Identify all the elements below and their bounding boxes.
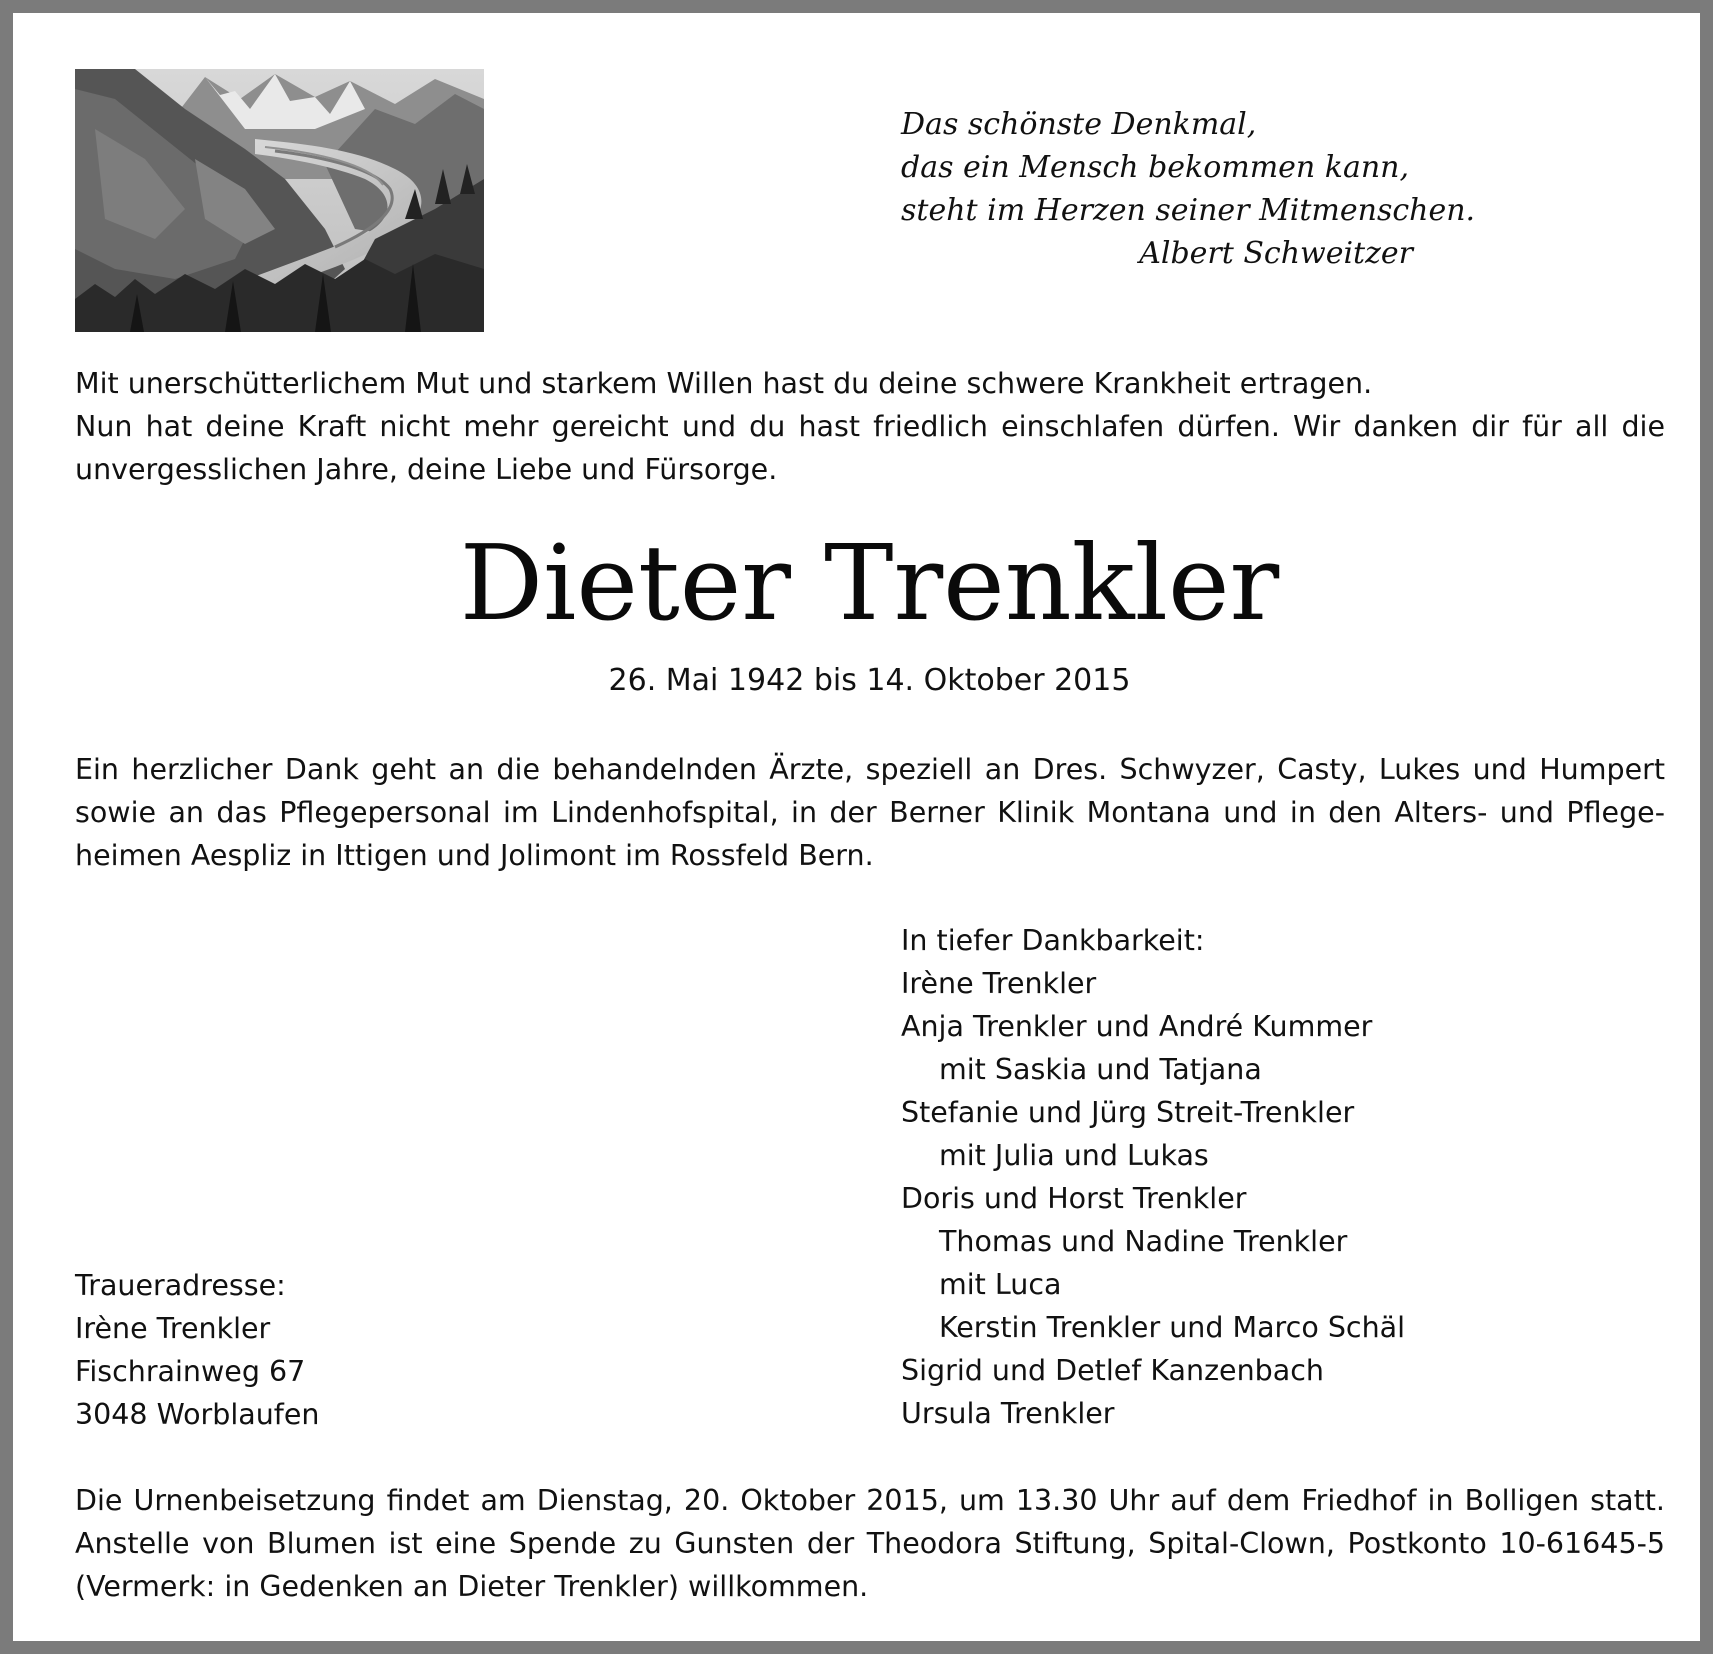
life-dates: 26. Mai 1942 bis 14. Oktober 2015	[608, 663, 1131, 698]
glacier-photo	[75, 69, 484, 332]
intro-line: unvergesslichen Jahre, deine Liebe und Fürsorge.	[75, 453, 778, 486]
intro-line: Nun hat deine Kraft nicht mehr gereicht und du hast friedlich einschlafen dürfen. Wir danken dir für all die	[75, 410, 1665, 443]
quote-line: steht im Herzen seiner Mitmenschen.	[901, 193, 1476, 228]
mourner: Doris und Horst Trenkler	[901, 1182, 1247, 1215]
mourner: Stefanie und Jürg Streit-Trenkler	[901, 1096, 1355, 1129]
closing-line: Anstelle von Blumen ist eine Spende zu Gunsten der Theodora Stiftung, Spital-Clown, Postkonto 10-61645-5	[75, 1527, 1665, 1560]
mourners-heading: In tiefer Dankbarkeit:	[901, 924, 1205, 957]
thanks-line: heimen Aespliz in Ittigen und Jolimont im Rossfeld Bern.	[75, 839, 874, 872]
thanks-line: Ein herzlicher Dank geht an die behandelnden Ärzte, speziell an Dres. Schwyzer, Casty, Lukes und Humpert	[75, 753, 1665, 786]
intro-line: Mit unerschütterlichem Mut und starkem Willen hast du deine schwere Krankheit ertragen.	[75, 367, 1373, 400]
mourning-address	[75, 1264, 575, 1436]
mourner: Ursula Trenkler	[901, 1397, 1115, 1430]
quote-author: Albert Schweitzer	[1139, 236, 1413, 271]
address-street: Fischrainweg 67	[75, 1355, 306, 1388]
thanks-paragraph	[75, 748, 1665, 877]
closing-paragraph	[75, 1479, 1665, 1608]
intro-paragraph	[75, 362, 1665, 491]
closing-line: (Vermerk: in Gedenken an Dieter Trenkler) willkommen.	[75, 1570, 869, 1603]
thanks-line: sowie an das Pflegepersonal im Lindenhofspital, in der Berner Klinik Montana und in den Alters- und Pflege-	[75, 796, 1665, 829]
mourner: mit Saskia und Tatjana	[939, 1053, 1262, 1086]
memorial-quote	[901, 103, 1476, 275]
mourner: mit Luca	[939, 1268, 1062, 1301]
address-label: Traueradresse:	[75, 1269, 286, 1302]
address-city: 3048 Worblaufen	[75, 1398, 320, 1431]
address-name: Irène Trenkler	[75, 1312, 271, 1345]
mourner: Thomas und Nadine Trenkler	[939, 1225, 1348, 1258]
mourner: Sigrid und Detlef Kanzenbach	[901, 1354, 1324, 1387]
deceased-name: Dieter Trenkler	[459, 522, 1280, 644]
mourners-list	[901, 919, 1541, 1435]
mourner: mit Julia und Lukas	[939, 1139, 1209, 1172]
closing-line: Die Urnenbeisetzung findet am Dienstag, 20. Oktober 2015, um 13.30 Uhr auf dem Friedhof in Bolligen statt.	[75, 1484, 1665, 1517]
mourner: Irène Trenkler	[901, 967, 1097, 1000]
quote-line: Das schönste Denkmal,	[901, 107, 1257, 142]
mourner: Anja Trenkler und André Kummer	[901, 1010, 1373, 1043]
quote-line: das ein Mensch bekommen kann,	[901, 150, 1410, 185]
mourner: Kerstin Trenkler und Marco Schäl	[939, 1311, 1406, 1344]
